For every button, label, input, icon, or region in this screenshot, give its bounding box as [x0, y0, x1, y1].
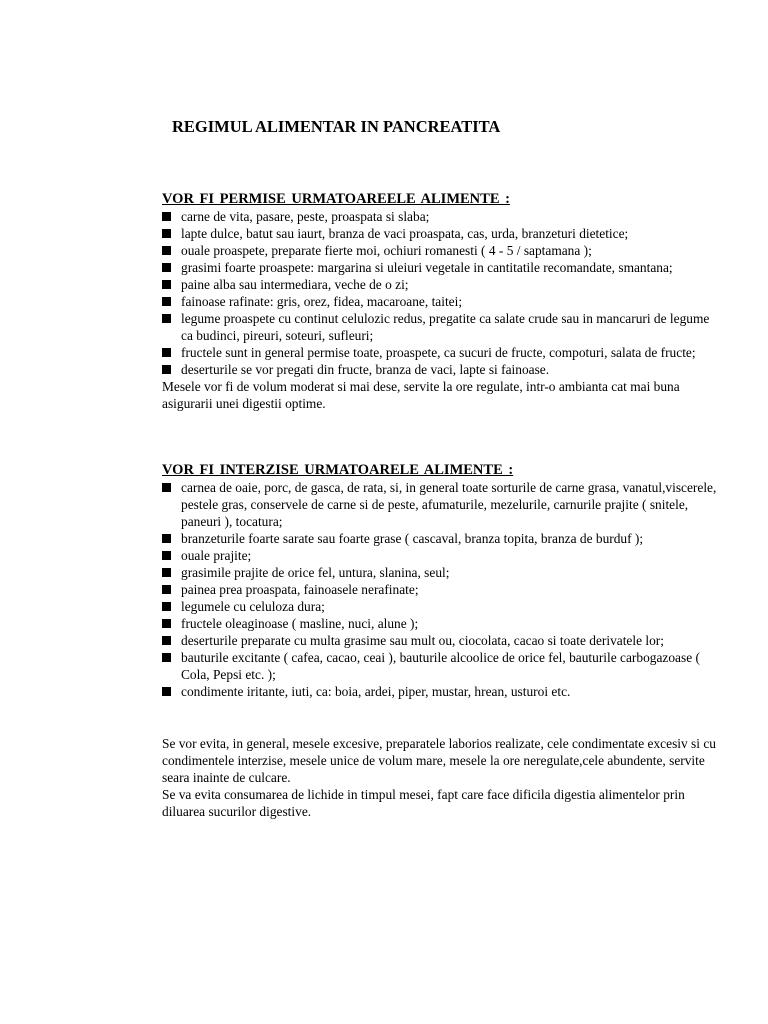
- forbidden-foods-section: [162, 462, 722, 700]
- list-item: [162, 208, 722, 225]
- list-item-text: legumele cu celuloza dura;: [181, 599, 325, 614]
- list-item-text: carnea de oaie, porc, de gasca, de rata, si, in general toate sorturile de carne grasa, vanatul,viscerele, pestele gras, conservele de carne si de peste, afumaturile, mezelurile, carnurile prajite ( snitele, paneuri ), tocatura;: [181, 480, 717, 529]
- list-item: [162, 276, 722, 293]
- list-item-text: deserturile preparate cu multa grasime sau mult ou, ciocolata, cacao si toate derivatele lor;: [181, 633, 664, 648]
- square-bullet-icon: [162, 687, 171, 696]
- list-item: [162, 530, 722, 547]
- list-item: [162, 293, 722, 310]
- list-item-text: grasimi foarte proaspete: margarina si uleiuri vegetale in cantitatile recomandate, smantana;: [181, 260, 673, 275]
- list-item-text: ouale prajite;: [181, 548, 252, 563]
- list-item: [162, 683, 722, 700]
- list-item-text: lapte dulce, batut sau iaurt, branza de vaci proaspata, cas, urda, branzeturi dietetice;: [181, 226, 629, 241]
- document-title: REGIMUL ALIMENTAR IN PANCREATITA: [172, 117, 501, 136]
- list-item: [162, 310, 722, 344]
- closing-paragraph: Se va evita consumarea de lichide in timpul mesei, fapt care face dificila digestia alimentelor prin diluarea sucurilor digestive.: [162, 787, 685, 819]
- square-bullet-icon: [162, 212, 171, 221]
- list-item: [162, 564, 722, 581]
- square-bullet-icon: [162, 585, 171, 594]
- square-bullet-icon: [162, 314, 171, 323]
- square-bullet-icon: [162, 365, 171, 374]
- list-item: [162, 361, 722, 378]
- allowed-foods-section: [162, 191, 722, 412]
- list-item: [162, 598, 722, 615]
- forbidden-foods-heading: VOR FI INTERZISE URMATOARELE ALIMENTE :: [162, 462, 514, 478]
- square-bullet-icon: [162, 653, 171, 662]
- list-item-text: ouale proaspete, preparate fierte moi, ochiuri romanesti ( 4 - 5 / saptamana );: [181, 243, 592, 258]
- list-item: [162, 547, 722, 564]
- list-item-text: fructele oleaginoase ( masline, nuci, alune );: [181, 616, 419, 631]
- list-item-text: paine alba sau intermediara, veche de o zi;: [181, 277, 409, 292]
- square-bullet-icon: [162, 348, 171, 357]
- list-item: [162, 615, 722, 632]
- list-item: [162, 225, 722, 242]
- list-item-text: deserturile se vor pregati din fructe, branza de vaci, lapte si fainoase.: [181, 362, 550, 377]
- list-item: [162, 242, 722, 259]
- allowed-foods-note: Mesele vor fi de volum moderat si mai dese, servite la ore regulate, intr-o ambianta cat mai buna asigurarii unei digestii optime.: [162, 379, 680, 411]
- list-item: [162, 259, 722, 276]
- list-item-text: carne de vita, pasare, peste, proaspata si slaba;: [181, 209, 430, 224]
- square-bullet-icon: [162, 280, 171, 289]
- list-item: [162, 649, 722, 683]
- square-bullet-icon: [162, 602, 171, 611]
- list-item: [162, 632, 722, 649]
- square-bullet-icon: [162, 636, 171, 645]
- list-item: [162, 344, 722, 361]
- square-bullet-icon: [162, 534, 171, 543]
- list-item-text: bauturile excitante ( cafea, cacao, ceai ), bauturile alcoolice de orice fel, bauturile carbogazoase ( Cola, Pepsi etc. );: [181, 650, 700, 682]
- square-bullet-icon: [162, 568, 171, 577]
- closing-paragraph: Se vor evita, in general, mesele excesive, preparatele laborios realizate, cele condimentate excesiv si cu condimentele interzise, mesele unice de volum mare, mesele la ore neregulate,cele abundente, servite seara inainte de culcare.: [162, 736, 716, 785]
- list-item-text: condimente iritante, iuti, ca: boia, ardei, piper, mustar, hrean, usturoi etc.: [181, 684, 571, 699]
- list-item-text: painea prea proaspata, fainoasele nerafinate;: [181, 582, 419, 597]
- square-bullet-icon: [162, 619, 171, 628]
- list-item: [162, 581, 722, 598]
- list-item-text: legume proaspete cu continut celulozic redus, pregatite ca salate crude sau in mancaruri de legume ca budinci, pireuri, soteuri, sufleuri;: [181, 311, 710, 343]
- list-item: [162, 479, 722, 530]
- square-bullet-icon: [162, 246, 171, 255]
- square-bullet-icon: [162, 483, 171, 492]
- square-bullet-icon: [162, 297, 171, 306]
- square-bullet-icon: [162, 263, 171, 272]
- allowed-foods-list: [162, 208, 722, 378]
- list-item-text: fainoase rafinate: gris, orez, fidea, macaroane, taitei;: [181, 294, 463, 309]
- list-item-text: fructele sunt in general permise toate, proaspete, ca sucuri de fructe, compoturi, salata de fructe;: [181, 345, 696, 360]
- square-bullet-icon: [162, 229, 171, 238]
- list-item-text: grasimile prajite de orice fel, untura, slanina, seul;: [181, 565, 450, 580]
- list-item-text: branzeturile foarte sarate sau foarte grase ( cascaval, branza topita, branza de burduf );: [181, 531, 644, 546]
- forbidden-foods-list: [162, 479, 722, 700]
- allowed-foods-heading: VOR FI PERMISE URMATOAREELE ALIMENTE :: [162, 191, 510, 207]
- square-bullet-icon: [162, 551, 171, 560]
- closing-remarks: [162, 735, 722, 820]
